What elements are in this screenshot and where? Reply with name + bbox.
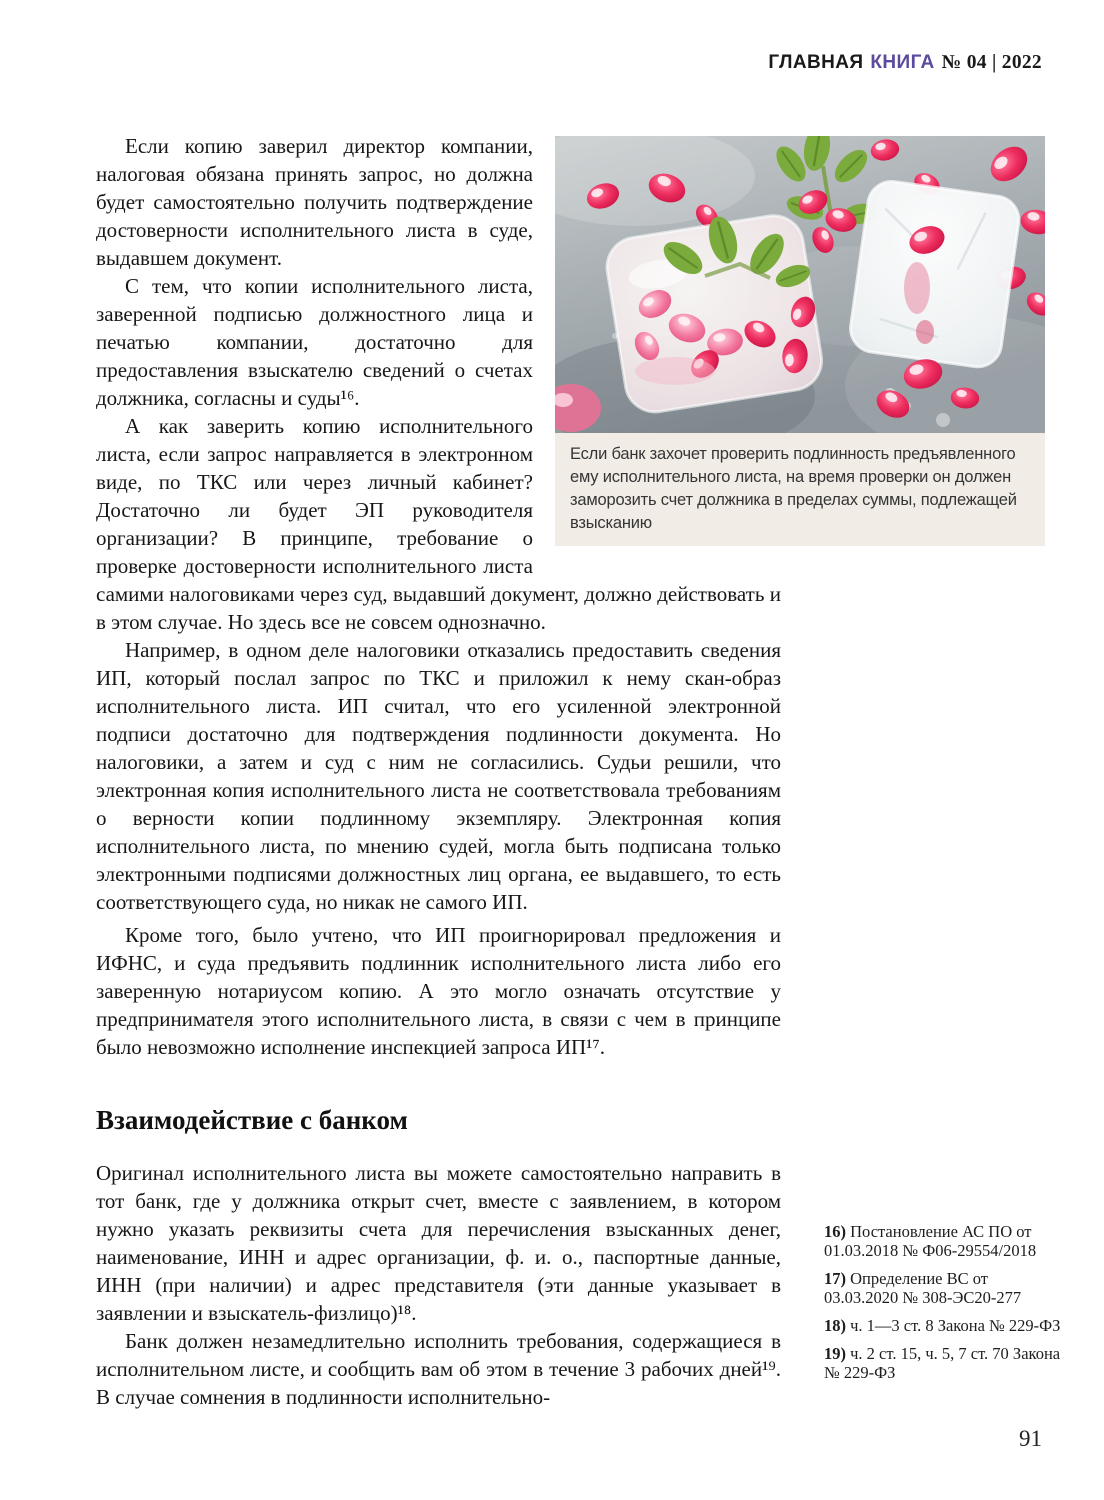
masthead <box>768 52 1042 74</box>
article-figure <box>555 136 1045 546</box>
footnote-18 <box>824 1316 1062 1335</box>
footnote-text: ч. 1—3 ст. 8 Закона № 229-ФЗ <box>850 1316 1061 1335</box>
photo-ice-cubes-pomegranate <box>555 136 1045 433</box>
footnote-text: Постановление АС ПО от 01.03.2018 № Ф06-29554/2018 <box>824 1222 1037 1260</box>
footnote-number: 18) <box>824 1316 846 1335</box>
paragraph: А как заверить копию исполнительного листа, если запрос направляется в электронном виде, по ТКС или через личный кабинет? Достаточно ли будет ЭП руководителя организации? В принципе, требование о проверке достоверности исполнительного листа самими налоговиками через суд, выдавший документ, должно действовать и в этом случае. Но здесь все не совсем однозначно. <box>96 414 781 634</box>
brand-primary: ГЛАВНАЯ <box>768 52 864 73</box>
paragraph: Кроме того, было учтено, что ИП проигнорировал предложения и ИФНС, и суда предъявить подлинник исполнительного листа либо его заверенную нотариусом копию. А это могло означать отсутствие у предпринимателя этого исполнительного листа, в связи с чем в принципе было невозможно исполнение инспекцией запроса ИП¹⁷. <box>96 923 781 1059</box>
photo-caption: Если банк захочет проверить подлинность предъявленного ему исполнительного листа, на время проверки он должен заморозить счет должника в пределах суммы, подлежащей взысканию <box>555 433 1045 546</box>
footnote-text: Определение ВС от 03.03.2020 № 308-ЭС20-277 <box>824 1269 1022 1307</box>
footnote-number: 17) <box>824 1269 846 1288</box>
paragraph: Банк должен незамедлительно исполнить требования, содержащиеся в исполнительном листе, и сообщить вам об этом в течение 3 рабочих дней¹⁹. В случае сомнения в подлинности исполнительно- <box>96 1329 781 1409</box>
issue-number: № 04 | 2022 <box>941 52 1042 73</box>
page-number: 91 <box>1019 1426 1042 1451</box>
paragraph: С тем, что копии исполнительного листа, заверенной подписью должностного лица и печатью компании, достаточно для предоставления взыскателю сведений о счетах должника, согласны и суды¹⁶. <box>96 274 533 410</box>
footnote-16 <box>824 1222 1062 1260</box>
footnotes <box>824 1222 1062 1391</box>
footnote-text: ч. 2 ст. 15, ч. 5, 7 ст. 70 Закона № 229-ФЗ <box>824 1344 1061 1382</box>
brand-secondary: КНИГА <box>870 52 935 73</box>
paragraph: Если копию заверил директор компании, налоговая обязана принять запрос, но должна будет самостоятельно получить подтверждение достоверности исполнительного листа в суде, выдавшем документ. <box>96 134 533 270</box>
paragraph: Например, в одном деле налоговики отказались предоставить сведения ИП, который послал запрос по ТКС и приложил к нему скан-образ исполнительного листа. ИП считал, что его усиленной электронной подписи достаточно для подтверждения подлинности документа. Но налоговики, а затем и суд с ним не согласились. Судьи решили, что электронная копия исполнительного листа не соответствовала требованиям о верности копии подлинному экземпляру. Электронная копия исполнительного листа, по мнению судей, могла быть подписана только электронными подписями должностных лиц органа, ее выдавшего, то есть соответствующего суда, но никак не самого ИП. <box>96 638 781 914</box>
footnote-number: 16) <box>824 1222 846 1241</box>
footnote-19 <box>824 1344 1062 1382</box>
footnote-17 <box>824 1269 1062 1307</box>
footnote-number: 19) <box>824 1344 846 1363</box>
section-heading: Взаимодействие с банком <box>96 1105 408 1135</box>
paragraph: Оригинал исполнительного листа вы можете самостоятельно направить в тот банк, где у должника открыт счет, вместе с заявлением, в котором нужно указать реквизиты счета для перечисления взысканных денег, наименование, ИНН и адрес организации, ф. и. о., паспортные данные, ИНН (при наличии) и адрес представителя (эти данные указывает в заявлении и взыскатель-физлицо)¹⁸. <box>96 1161 781 1325</box>
